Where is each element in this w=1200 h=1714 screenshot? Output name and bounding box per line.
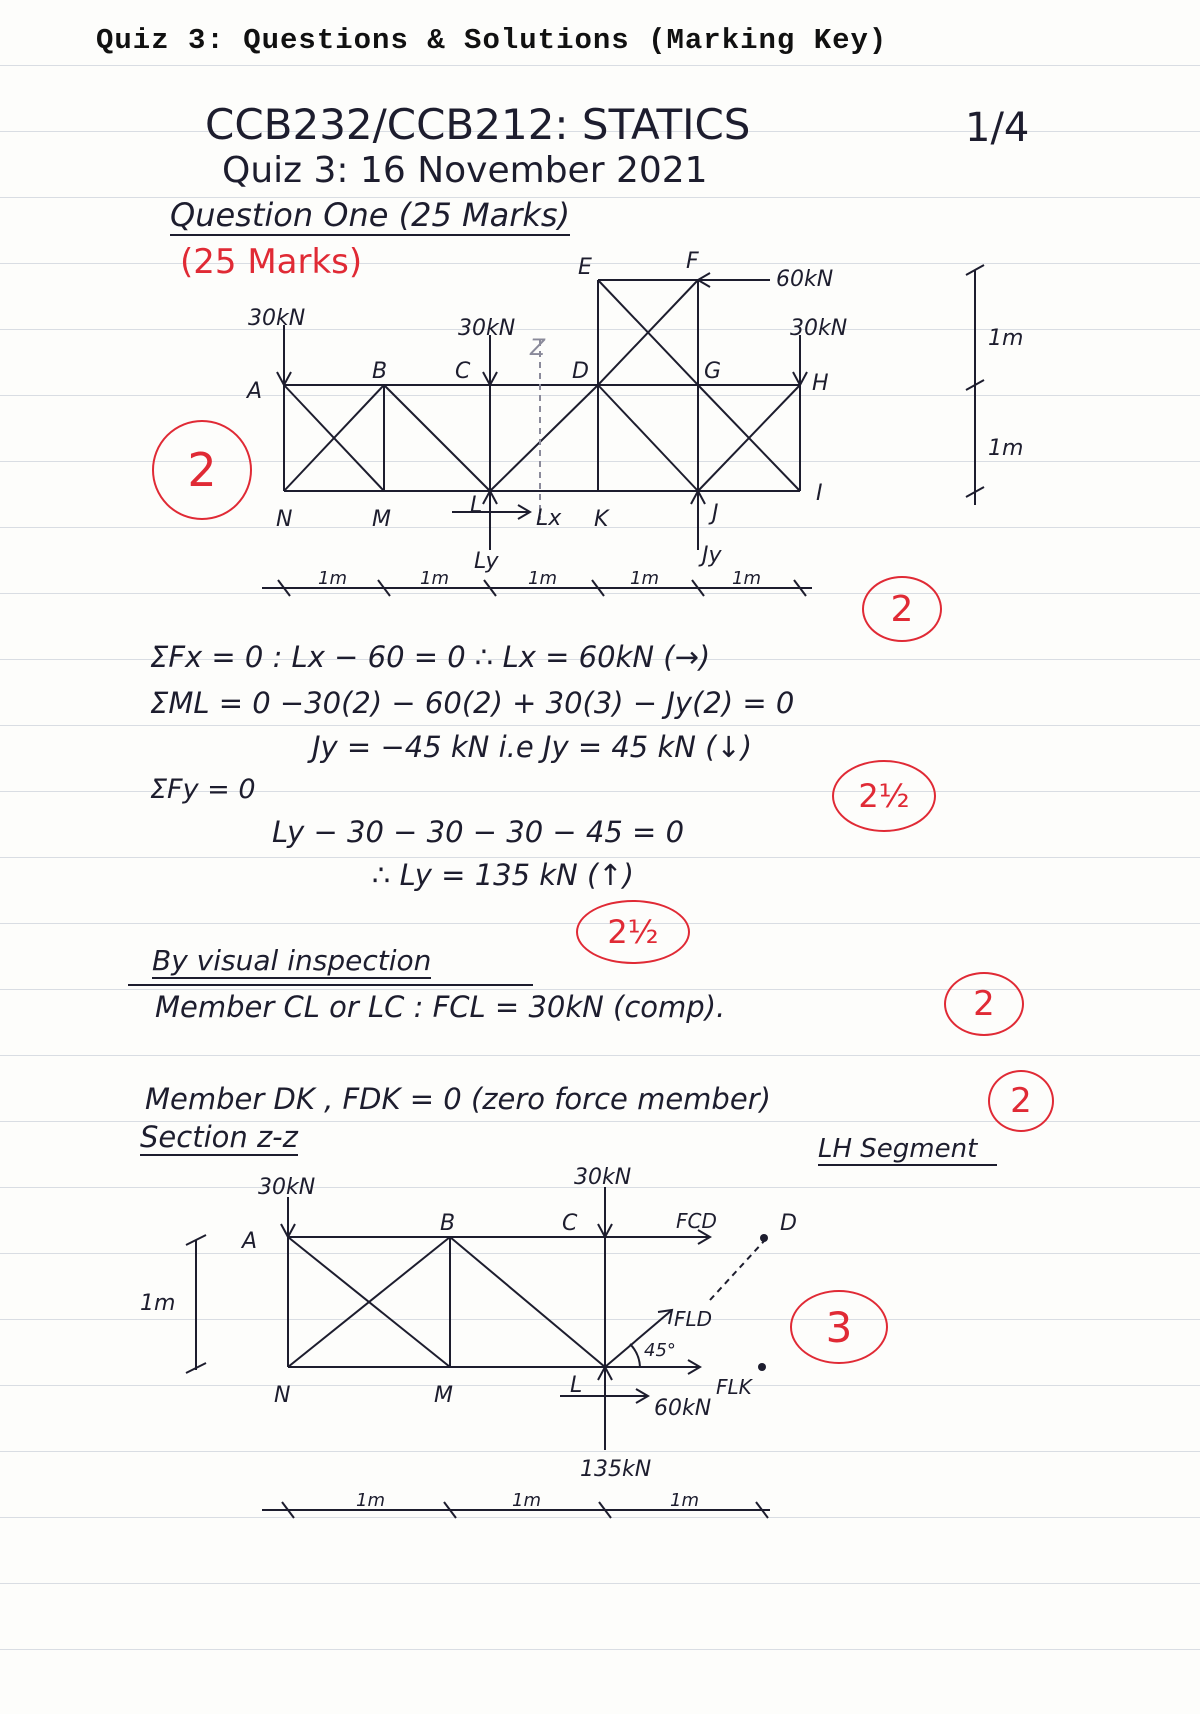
dim-2: 1m xyxy=(420,568,449,589)
sec-node-c: C xyxy=(562,1211,578,1236)
sec-load-c: 30kN xyxy=(574,1165,632,1190)
load-f: 60kN xyxy=(776,267,834,292)
member-cl: Member CL or LC : FCL = 30kN (comp). xyxy=(155,990,726,1024)
inspection-heading: By visual inspection xyxy=(152,944,432,977)
divider xyxy=(128,984,533,986)
load-c: 30kN xyxy=(458,316,516,341)
section-heading: Section z-z xyxy=(140,1120,298,1154)
sec-node-d: D xyxy=(780,1211,797,1236)
node-l: L xyxy=(470,493,483,518)
sec-load-a: 30kN xyxy=(258,1175,316,1200)
node-g: G xyxy=(704,359,722,384)
reaction-jy: Jy xyxy=(702,543,722,568)
node-d: D xyxy=(572,359,589,384)
sec-dim-3: 1m xyxy=(670,1490,699,1511)
course-title: CCB232/CCB212: STATICS xyxy=(205,100,751,149)
height-1: 1m xyxy=(988,326,1024,351)
sec-node-n: N xyxy=(274,1383,291,1408)
dim-3: 1m xyxy=(528,568,557,589)
question-marks: (25 Marks) xyxy=(180,242,363,282)
dim-5: 1m xyxy=(732,568,761,589)
mark-diagram: 2 xyxy=(152,420,252,520)
sec-node-b: B xyxy=(440,1211,456,1236)
load-h: 30kN xyxy=(790,316,848,341)
sec-height: 1m xyxy=(140,1291,176,1316)
node-i: I xyxy=(816,481,823,506)
angle-45: 45° xyxy=(644,1340,676,1361)
lh-segment: LH Segment xyxy=(818,1134,997,1166)
dim-4: 1m xyxy=(630,568,659,589)
node-j: J xyxy=(712,501,719,526)
node-e: E xyxy=(578,255,592,280)
node-h: H xyxy=(812,371,829,396)
force-fld: FLD xyxy=(674,1307,713,1331)
dim-1: 1m xyxy=(318,568,347,589)
reaction-ly: Ly xyxy=(474,549,499,574)
mark-dk: 2 xyxy=(988,1070,1054,1132)
force-135kn: 135kN xyxy=(580,1457,652,1482)
question-heading: Question One (25 Marks) xyxy=(170,196,571,234)
reaction-lx: Lx xyxy=(536,506,562,531)
eq-sum-fy: ΣFy = 0 xyxy=(150,774,256,805)
page-number: 1/4 xyxy=(965,105,1030,151)
eq-sum-fx: ΣFx = 0 : Lx − 60 = 0 ∴ Lx = 60kN (→) xyxy=(150,640,711,674)
mark-lx: 2 xyxy=(862,576,942,642)
sec-node-m: M xyxy=(434,1383,453,1408)
node-m: M xyxy=(372,507,391,532)
quiz-date: Quiz 3: 16 November 2021 xyxy=(222,150,708,191)
force-60kn: 60kN xyxy=(654,1396,712,1421)
node-a: A xyxy=(247,379,263,404)
node-n: N xyxy=(276,507,293,532)
sec-node-a: A xyxy=(242,1229,258,1254)
force-fcd: FCD xyxy=(676,1209,717,1233)
node-c: C xyxy=(455,359,471,384)
eq-jy: Jy = −45 kN i.e Jy = 45 kN (↓) xyxy=(312,730,753,764)
force-flk: FLK xyxy=(716,1375,752,1399)
sec-node-l: L xyxy=(570,1373,583,1398)
node-b: B xyxy=(372,359,388,384)
node-k: K xyxy=(594,507,609,532)
mark-ly: 2½ xyxy=(576,900,690,964)
section-diagram xyxy=(0,1160,1200,1520)
banner-title: Quiz 3: Questions & Solutions (Marking Key) xyxy=(96,24,888,57)
load-a: 30kN xyxy=(248,306,306,331)
eq-sum-ml: ΣML = 0 −30(2) − 60(2) + 30(3) − Jy(2) = 0 xyxy=(150,686,795,720)
node-f: F xyxy=(686,250,699,274)
mark-section: 3 xyxy=(790,1290,888,1364)
mark-cl: 2 xyxy=(944,972,1024,1036)
eq-ly: Ly − 30 − 30 − 30 − 45 = 0 xyxy=(272,815,685,849)
eq-ly-result: ∴ Ly = 135 kN (↑) xyxy=(372,858,634,892)
section-z-top: Z xyxy=(530,336,546,361)
sec-dim-2: 1m xyxy=(512,1490,541,1511)
sec-dim-1: 1m xyxy=(356,1490,385,1511)
member-dk: Member DK , FDK = 0 (zero force member) xyxy=(145,1082,771,1116)
height-2: 1m xyxy=(988,436,1024,461)
mark-jy: 2½ xyxy=(832,760,936,832)
